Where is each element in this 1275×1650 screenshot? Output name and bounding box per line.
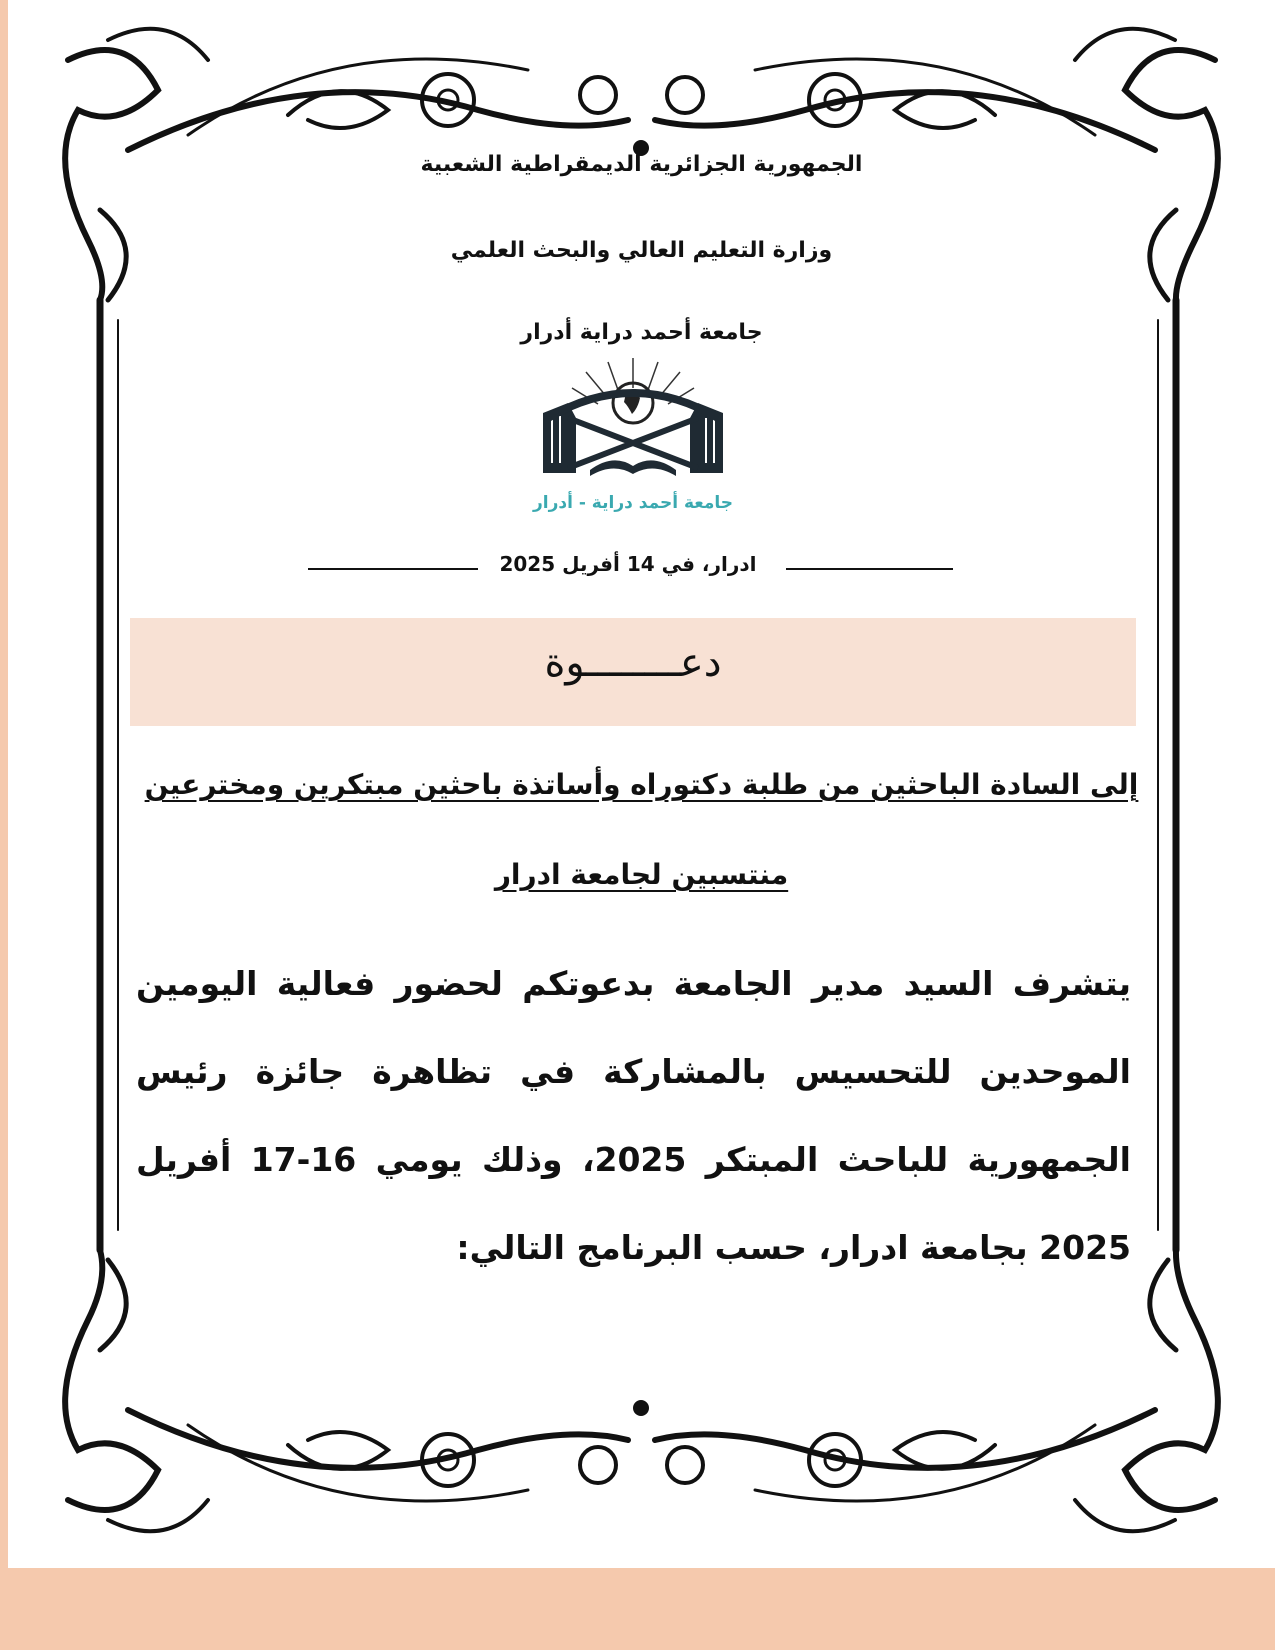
invitation-sheet bbox=[8, 0, 1275, 1568]
university-name: جامعة أحمد دراية أدرار bbox=[520, 320, 763, 345]
republic-title: الجمهورية الجزائرية الديمقراطية الشعبية bbox=[420, 152, 863, 177]
date-line bbox=[308, 552, 953, 582]
date-dash-left bbox=[308, 568, 478, 570]
invitation-title: دعــــــــوة bbox=[544, 640, 722, 686]
date-text: ادرار، في 14 أفريل 2025 bbox=[499, 552, 757, 576]
university-logo bbox=[528, 358, 738, 518]
addressees-line-2: منتسبين لجامعة ادرار bbox=[494, 858, 789, 891]
ministry-title: وزارة التعليم العالي والبحث العلمي bbox=[450, 238, 833, 263]
invitation-body: يتشرف السيد مدير الجامعة بدعوتكم لحضور فعالية اليومين الموحدين للتحسيس بالمشاركة في تظاهرة جائزة رئيس الجمهورية للباحث المبتكر 2025، وذلك يومي 16-17 أفريل 2025 بجامعة ادرار، حسب البرنامج التالي: bbox=[136, 964, 1131, 1267]
logo-caption: جامعة أحمد دراية - أدرار bbox=[532, 493, 734, 513]
date-dash-right bbox=[786, 568, 953, 570]
title-band bbox=[130, 618, 1136, 726]
addressees-line-1: إلى السادة الباحثين من طلبة دكتوراه وأساتذة باحثين مبتكرين ومخترعين bbox=[144, 768, 1139, 801]
